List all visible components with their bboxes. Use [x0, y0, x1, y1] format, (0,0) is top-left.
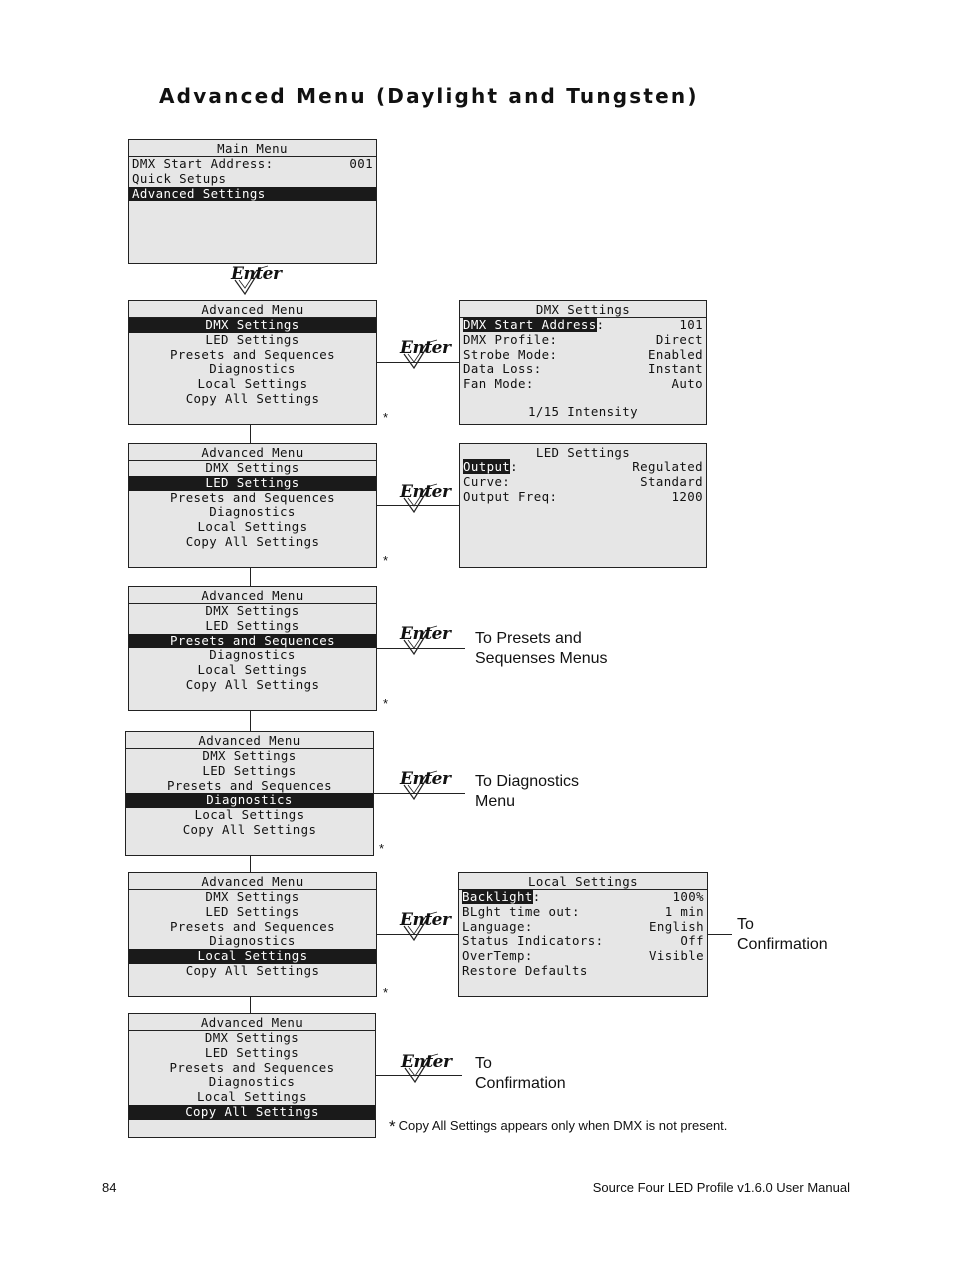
advanced-menu-item[interactable]: DMX Settings: [202, 748, 297, 763]
enter-key-label: Enter: [400, 624, 451, 644]
advanced-menu-item[interactable]: Presets and Sequences: [169, 918, 336, 934]
enter-key-label: Enter: [400, 769, 451, 789]
manual-title: Source Four LED Profile v1.6.0 User Manual: [592, 1180, 850, 1195]
advanced-menu-item[interactable]: Diagnostics: [209, 647, 296, 663]
local-settings-screen: [458, 872, 708, 997]
advanced-menu-item[interactable]: Diagnostics: [209, 504, 296, 520]
screen-header: Main Menu: [129, 142, 376, 157]
advanced-menu-item[interactable]: DMX Settings: [205, 603, 300, 618]
advanced-menu-item[interactable]: Copy All Settings: [185, 676, 320, 692]
screen-header: Local Settings: [459, 875, 707, 890]
advanced-menu-item[interactable]: LED Settings: [202, 762, 297, 778]
footnote-text: Copy All Settings appears only when DMX is not present.: [398, 1118, 728, 1133]
dmx-settings-row[interactable]: Strobe Mode: Enabled: [463, 346, 703, 362]
advanced-menu-item[interactable]: LED Settings: [204, 1044, 300, 1060]
screen-header: DMX Settings: [460, 303, 706, 318]
note-presets: To Presets and Sequenses Menus: [475, 630, 608, 667]
led-settings-row[interactable]: Output: Regulated: [463, 459, 703, 474]
advanced-menu-item[interactable]: Local Settings: [197, 376, 308, 392]
led-settings-screen: [459, 443, 707, 568]
enter-key-label: Enter: [400, 910, 451, 930]
advanced-menu-item[interactable]: Local Settings: [129, 949, 376, 964]
note-local-confirmation: To Confirmation: [737, 916, 828, 953]
advanced-menu-item[interactable]: Local Settings: [196, 1089, 308, 1105]
advanced-menu-item[interactable]: Local Settings: [194, 807, 305, 823]
advanced-menu-item[interactable]: Copy All Settings: [185, 533, 320, 549]
asterisk-marker: *: [383, 553, 389, 568]
advanced-menu-item[interactable]: DMX Settings: [205, 460, 300, 475]
advanced-menu-item[interactable]: Presets and Sequences: [129, 634, 376, 649]
advanced-menu-item[interactable]: Copy All Settings: [185, 962, 320, 978]
vertical-connector: [250, 711, 251, 731]
note-copy-confirmation: To Confirmation: [475, 1055, 566, 1092]
asterisk-marker: *: [383, 696, 389, 711]
advanced-menu-item[interactable]: LED Settings: [205, 903, 300, 919]
page-title: Advanced Menu (Daylight and Tungsten): [159, 84, 699, 108]
advanced-menu-item[interactable]: LED Settings: [129, 476, 376, 491]
advanced-menu-item[interactable]: Copy All Settings: [182, 821, 317, 837]
enter-key-label: Enter: [401, 1052, 452, 1072]
advanced-menu-item[interactable]: DMX Settings: [129, 318, 376, 333]
enter-key-icon: [400, 769, 451, 803]
local-settings-row[interactable]: Status Indicators: Off: [462, 933, 704, 949]
page-number: 84: [102, 1180, 117, 1195]
dmx-settings-row[interactable]: DMX Profile: Direct: [463, 331, 703, 347]
enter-key-label: Enter: [400, 338, 451, 358]
advanced-menu-item[interactable]: DMX Settings: [204, 1030, 300, 1045]
advanced-menu-item[interactable]: Diagnostics: [208, 1074, 296, 1090]
dmx-settings-row[interactable]: DMX Start Address: 101: [463, 317, 703, 332]
screen-header: Advanced Menu: [129, 446, 376, 461]
advanced-menu-item[interactable]: Presets and Sequences: [166, 777, 333, 793]
vertical-connector: [250, 856, 251, 872]
enter-key-icon: [231, 264, 282, 298]
screen-header: Advanced Menu: [129, 875, 376, 890]
footnote-asterisk: *: [389, 1117, 396, 1136]
enter-key-icon: [400, 910, 451, 944]
main-menu-row-advanced-settings[interactable]: Advanced Settings: [129, 187, 376, 202]
led-settings-row[interactable]: Curve: Standard: [463, 473, 703, 489]
dmx-settings-screen: [459, 300, 707, 425]
advanced-menu-screen-local-settings: [128, 872, 377, 997]
dmx-settings-row[interactable]: Fan Mode: Auto: [463, 376, 703, 392]
local-settings-row[interactable]: BLght time out: 1 min: [462, 903, 704, 919]
advanced-menu-item[interactable]: DMX Settings: [205, 889, 300, 904]
enter-key-label: Enter: [231, 264, 282, 284]
vertical-connector: [250, 568, 251, 586]
advanced-menu-item[interactable]: Presets and Sequences: [169, 489, 336, 505]
advanced-menu-screen-presets-and-sequences: [128, 586, 377, 711]
advanced-menu-screen-dmx-settings: [128, 300, 377, 425]
advanced-menu-item[interactable]: Local Settings: [197, 519, 308, 535]
advanced-menu-item[interactable]: LED Settings: [205, 331, 300, 347]
advanced-menu-item[interactable]: LED Settings: [205, 617, 300, 633]
advanced-menu-item[interactable]: Local Settings: [197, 662, 308, 678]
led-settings-row[interactable]: Output Freq: 1200: [463, 488, 703, 504]
main-menu-screen: [128, 139, 377, 264]
main-menu-row-dmx-address[interactable]: DMX Start Address: 001: [132, 156, 373, 171]
local-settings-row[interactable]: OverTemp: Visible: [462, 948, 704, 964]
note-diagnostics: To Diagnostics Menu: [475, 773, 580, 810]
advanced-menu-screen-diagnostics: [125, 731, 374, 856]
advanced-menu-screen-copy-all-settings: [128, 1013, 376, 1138]
advanced-menu-item[interactable]: Presets and Sequences: [169, 346, 336, 362]
vertical-connector: [250, 425, 251, 443]
vertical-connector: [250, 997, 251, 1013]
enter-key-icon: [400, 338, 451, 372]
enter-key-icon: [401, 1052, 452, 1086]
local-settings-row[interactable]: Language: English: [462, 918, 704, 934]
advanced-menu-item[interactable]: Copy All Settings: [129, 1105, 375, 1120]
screen-header: Advanced Menu: [129, 589, 376, 604]
horizontal-connector: [708, 934, 732, 935]
enter-key-label: Enter: [400, 482, 451, 502]
advanced-menu-item[interactable]: Diagnostics: [209, 361, 296, 377]
asterisk-marker: *: [383, 410, 389, 425]
local-settings-row[interactable]: Restore Defaults: [462, 962, 588, 978]
enter-key-icon: [400, 482, 451, 516]
advanced-menu-item[interactable]: Diagnostics: [209, 933, 296, 949]
enter-key-icon: [400, 624, 451, 658]
advanced-menu-screen-led-settings: [128, 443, 377, 568]
local-settings-row[interactable]: Backlight: 100%: [462, 889, 704, 904]
advanced-menu-item[interactable]: Copy All Settings: [185, 390, 320, 406]
advanced-menu-item[interactable]: Presets and Sequences: [169, 1059, 335, 1075]
screen-header: Advanced Menu: [129, 1016, 375, 1031]
dmx-settings-row[interactable]: Data Loss: Instant: [463, 361, 703, 377]
asterisk-marker: *: [383, 985, 389, 1000]
screen-header: Advanced Menu: [126, 734, 373, 749]
advanced-menu-item[interactable]: Diagnostics: [126, 793, 373, 808]
asterisk-marker: *: [379, 841, 385, 856]
screen-header: LED Settings: [535, 445, 631, 460]
main-menu-row-quick-setups[interactable]: Quick Setups: [132, 170, 227, 186]
screen-header: Advanced Menu: [129, 303, 376, 318]
footnote: [389, 1117, 727, 1137]
dmx-settings-footer: 1/15 Intensity: [527, 403, 639, 419]
